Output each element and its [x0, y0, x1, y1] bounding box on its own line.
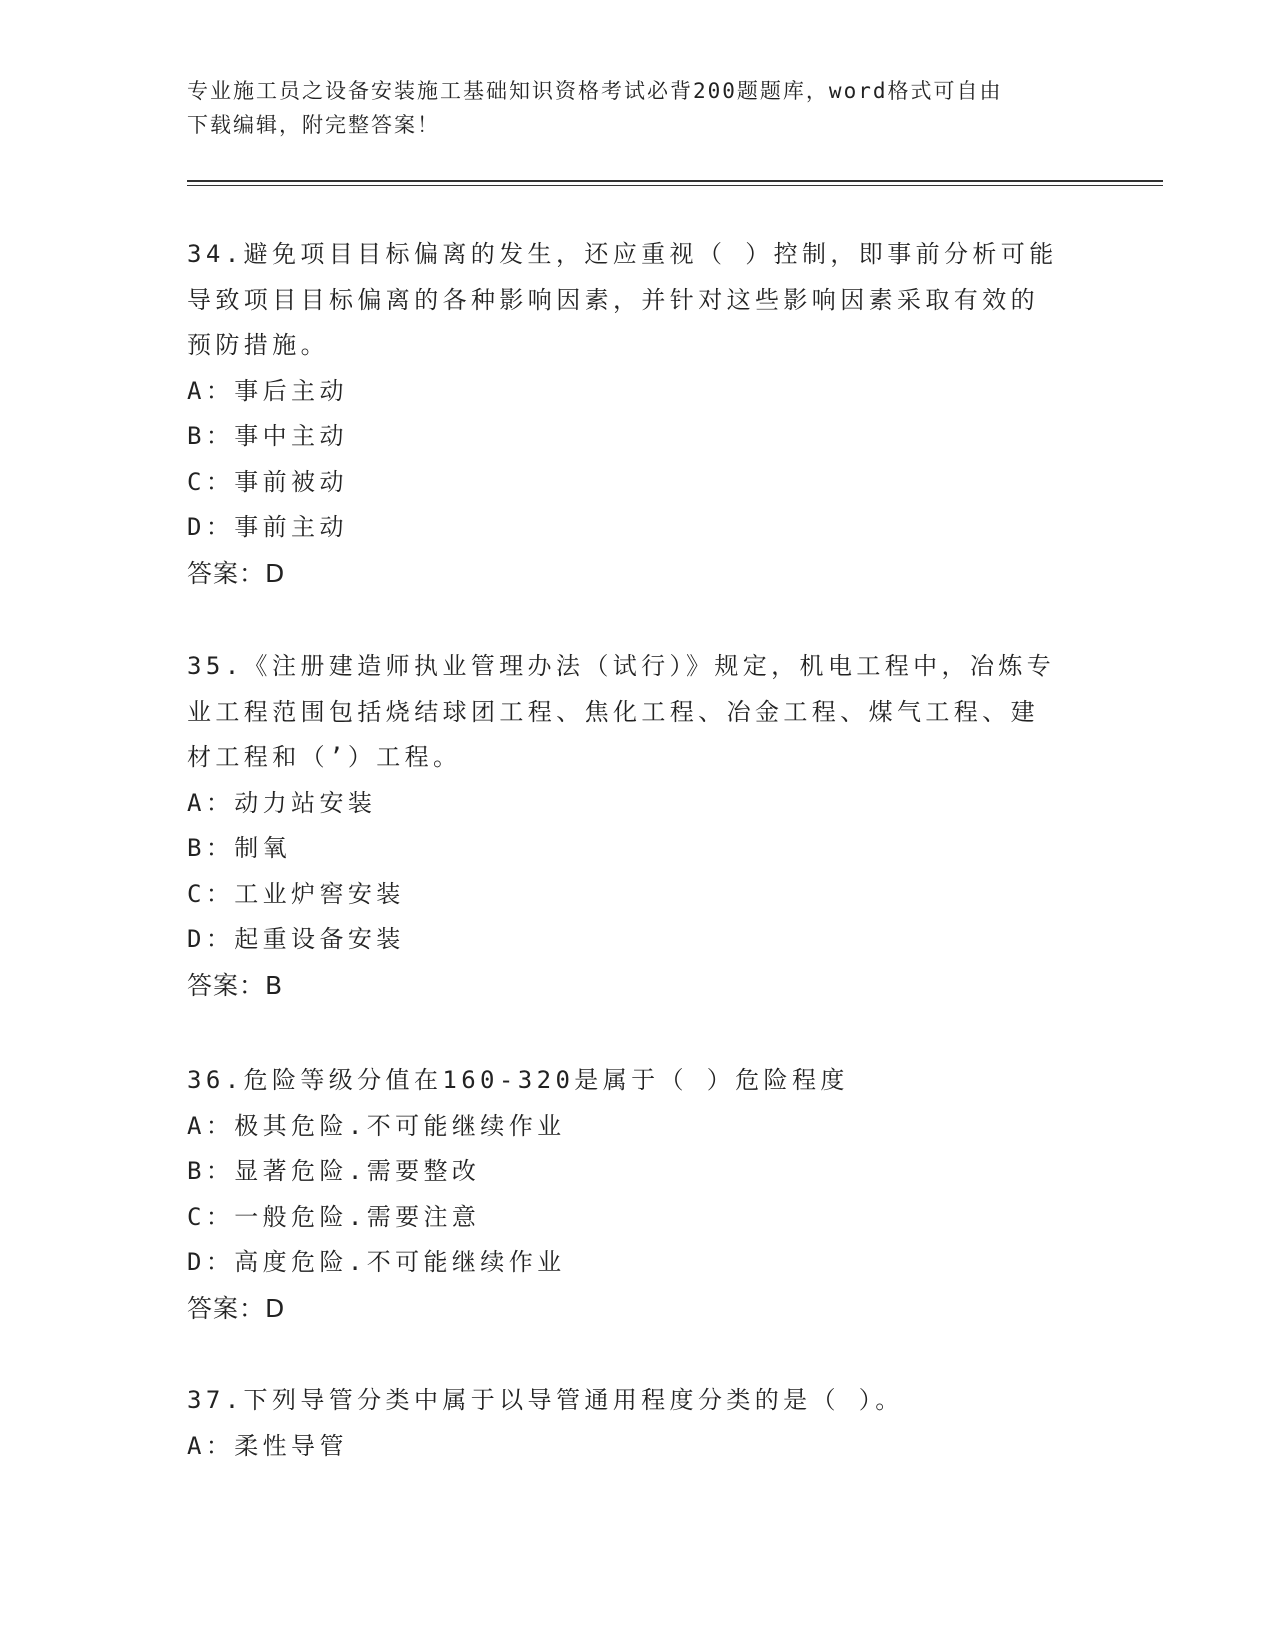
header-divider [187, 180, 1163, 182]
option-a: A：事后主动 [187, 376, 348, 405]
question-37 [187, 1378, 1087, 1469]
question-stem: 导致项目目标偏离的各种影响因素，并针对这些影响因素采取有效的 [187, 285, 1039, 314]
option-d: D：起重设备安装 [187, 925, 405, 953]
question-35 [187, 644, 1087, 1009]
answer-line: 答案：D [187, 558, 286, 588]
question-stem: 35.《注册建造师执业管理办法（试行）》规定，机电工程中，冶炼专 [187, 652, 1056, 680]
question-36 [187, 1058, 1087, 1332]
header-line: 下载编辑，附完整答案！ [187, 113, 440, 137]
question-stem: 预防措施。 [187, 331, 329, 359]
option-a: A：动力站安装 [187, 788, 377, 817]
answer-line: 答案：D [187, 1293, 286, 1323]
option-b: B：事中主动 [187, 422, 348, 450]
option-c: C：一般危险.需要注意 [187, 1202, 481, 1231]
document-header [187, 74, 1087, 142]
question-stem: 37.下列导管分类中属于以导管通用程度分类的是（ ）。 [187, 1386, 904, 1414]
option-c: C：事前被动 [187, 467, 348, 496]
header-line: 专业施工员之设备安装施工基础知识资格考试必背200题题库，word格式可自由 [187, 79, 1003, 103]
option-b: B：显著危险.需要整改 [187, 1157, 481, 1185]
question-stem: 36.危险等级分值在160-320是属于（ ）危险程度 [187, 1066, 849, 1094]
header-divider [187, 185, 1163, 186]
question-stem: 34.避免项目目标偏离的发生，还应重视（ ）控制，即事前分析可能 [187, 240, 1058, 268]
question-stem: 业工程范围包括烧结球团工程、焦化工程、冶金工程、煤气工程、建 [187, 697, 1039, 726]
answer-line: 答案：B [187, 970, 284, 1000]
option-c: C：工业炉窖安装 [187, 879, 405, 908]
option-d: D：高度危险.不可能继续作业 [187, 1248, 566, 1276]
option-a: A：极其危险.不可能继续作业 [187, 1111, 566, 1140]
option-b: B：制氧 [187, 834, 292, 862]
option-a: A：柔性导管 [187, 1431, 348, 1460]
question-stem: 材工程和（’）工程。 [187, 743, 462, 771]
question-34 [187, 232, 1087, 597]
option-d: D：事前主动 [187, 513, 348, 541]
